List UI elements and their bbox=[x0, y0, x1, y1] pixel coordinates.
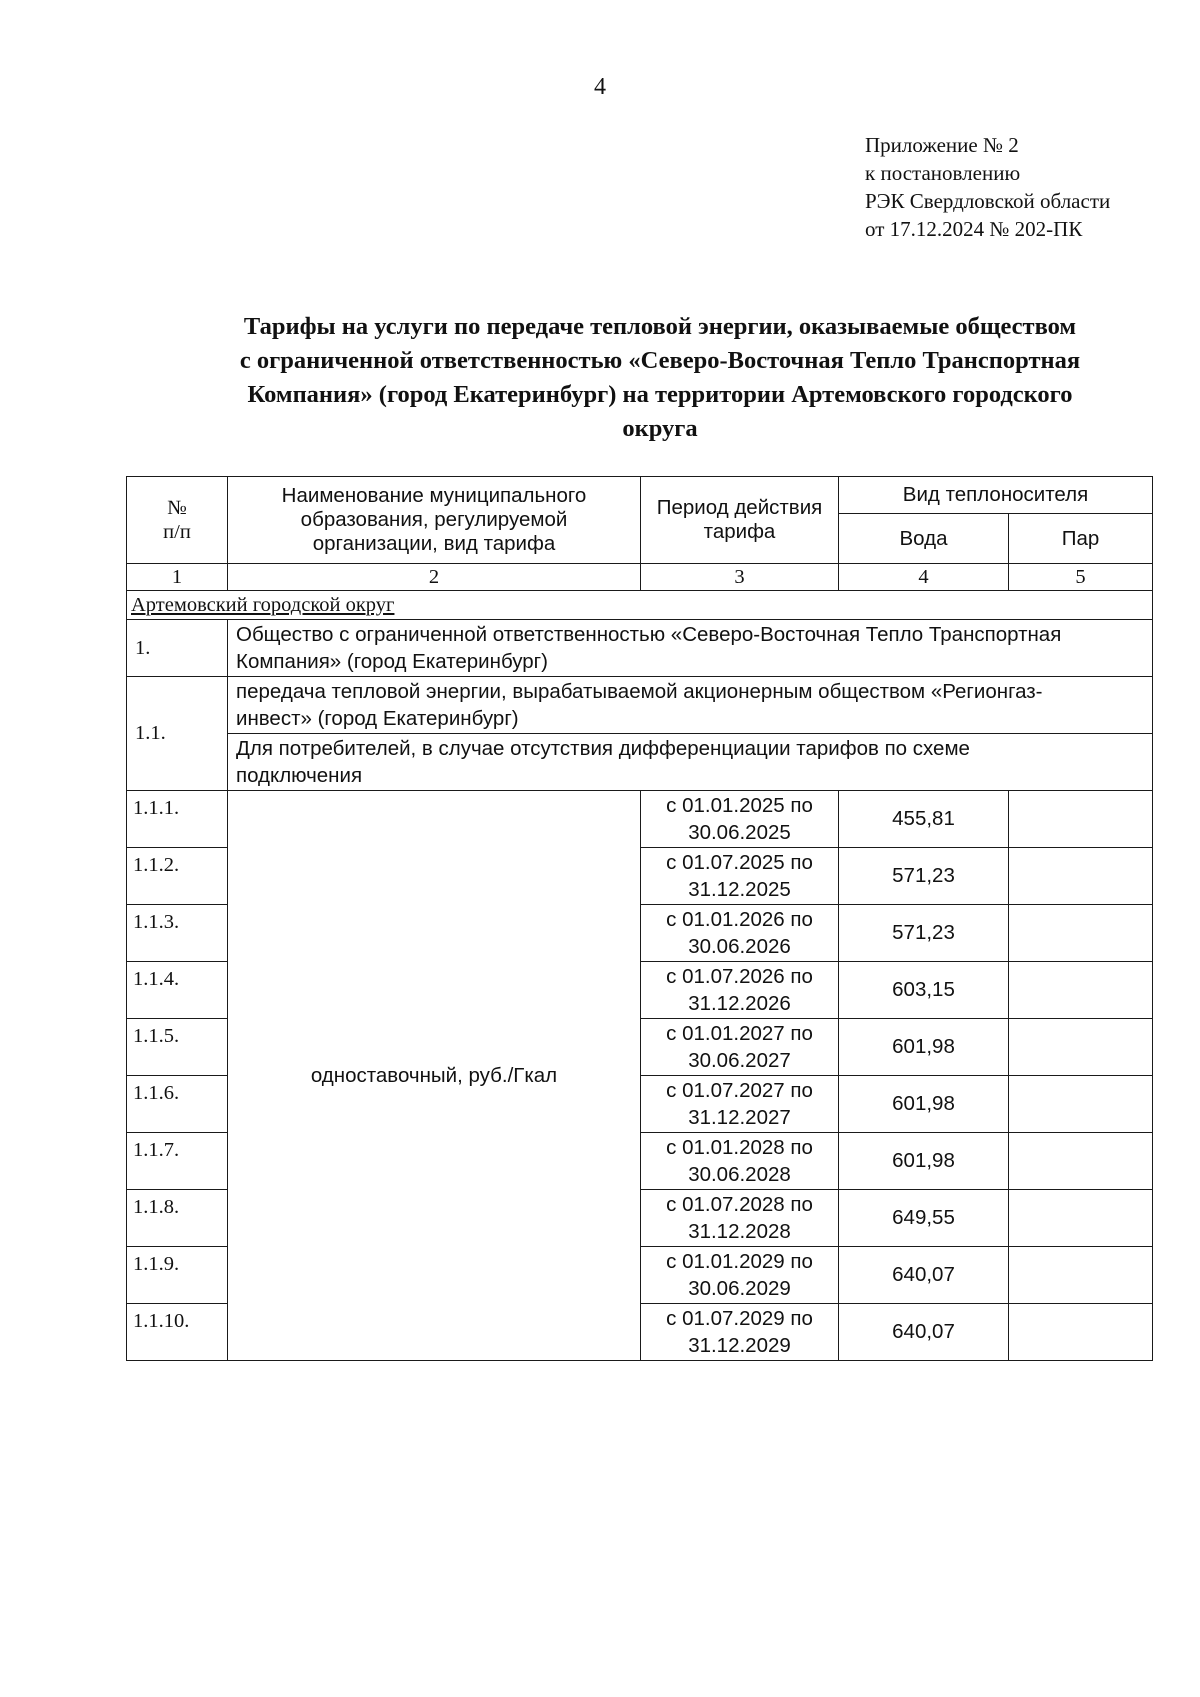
steam-tariff bbox=[1009, 1247, 1153, 1304]
header-text: тарифа bbox=[703, 520, 776, 543]
tariff-period bbox=[641, 1019, 839, 1076]
period-text: с 01.01.2025 по bbox=[666, 794, 813, 817]
service-text: передача тепловой энергии, вырабатываемой акционерным обществом «Регионгаз- bbox=[236, 680, 1043, 703]
header-text: п/п bbox=[163, 521, 191, 543]
organization-text: Общество с ограниченной ответственностью «Северо-Восточная Тепло Транспортная bbox=[236, 623, 1062, 646]
row-number: 1.1.7. bbox=[127, 1133, 228, 1190]
period-text: с 01.07.2026 по bbox=[666, 965, 813, 988]
consumers-row bbox=[127, 734, 1153, 791]
region-row bbox=[127, 591, 1153, 620]
header-carrier: Вид теплоносителя bbox=[839, 477, 1153, 514]
header-name bbox=[228, 477, 641, 564]
steam-tariff bbox=[1009, 1076, 1153, 1133]
period-text: с 01.07.2028 по bbox=[666, 1193, 813, 1216]
appendix-line: от 17.12.2024 № 202-ПК bbox=[865, 217, 1083, 241]
period-text: 30.06.2029 bbox=[688, 1277, 791, 1300]
consumers-description bbox=[228, 734, 1153, 791]
water-tariff: 571,23 bbox=[839, 905, 1009, 962]
period-text: 30.06.2026 bbox=[688, 935, 791, 958]
steam-tariff bbox=[1009, 1190, 1153, 1247]
period-text: 31.12.2029 bbox=[688, 1334, 791, 1357]
header-steam: Пар bbox=[1009, 514, 1153, 564]
period-text: с 01.07.2027 по bbox=[666, 1079, 813, 1102]
steam-tariff bbox=[1009, 791, 1153, 848]
water-tariff: 455,81 bbox=[839, 791, 1009, 848]
period-text: с 01.01.2029 по bbox=[666, 1250, 813, 1273]
title-line: Тарифы на услуги по передаче тепловой энергии, оказываемые обществом bbox=[243, 313, 1077, 340]
period-text: с 01.07.2025 по bbox=[666, 851, 813, 874]
column-index-row bbox=[127, 564, 1153, 591]
period-text: 31.12.2025 bbox=[688, 878, 791, 901]
region-name: Артемовский городской округ bbox=[127, 591, 1153, 620]
organization-row bbox=[127, 620, 1153, 677]
tariff-type: одноставочный, руб./Гкал bbox=[228, 791, 641, 1361]
tariff-period bbox=[641, 848, 839, 905]
column-index: 1 bbox=[127, 564, 228, 591]
period-text: с 01.01.2028 по bbox=[666, 1136, 813, 1159]
steam-tariff bbox=[1009, 905, 1153, 962]
consumers-text: Для потребителей, в случае отсутствия дифференциации тарифов по схеме bbox=[236, 737, 970, 760]
tariff-period bbox=[641, 1190, 839, 1247]
column-index: 4 bbox=[839, 564, 1009, 591]
appendix-line: Приложение № 2 bbox=[865, 133, 1019, 157]
steam-tariff bbox=[1009, 848, 1153, 905]
row-number: 1.1.9. bbox=[127, 1247, 228, 1304]
steam-tariff bbox=[1009, 962, 1153, 1019]
water-tariff: 649,55 bbox=[839, 1190, 1009, 1247]
column-index: 5 bbox=[1009, 564, 1153, 591]
header-text: № bbox=[167, 497, 187, 519]
row-number: 1.1.3. bbox=[127, 905, 228, 962]
period-text: 31.12.2028 bbox=[688, 1220, 791, 1243]
tariff-period bbox=[641, 1247, 839, 1304]
period-text: 30.06.2027 bbox=[688, 1049, 791, 1072]
period-text: с 01.01.2026 по bbox=[666, 908, 813, 931]
appendix-reference bbox=[865, 131, 1110, 243]
title-line: с ограниченной ответственностью «Северо-Восточная Тепло Транспортная bbox=[239, 347, 1081, 374]
tariff-period bbox=[641, 905, 839, 962]
row-number: 1.1.6. bbox=[127, 1076, 228, 1133]
tariff-period bbox=[641, 1304, 839, 1361]
header-period bbox=[641, 477, 839, 564]
water-tariff: 601,98 bbox=[839, 1076, 1009, 1133]
header-text: образования, регулируемой bbox=[300, 508, 568, 531]
period-text: 31.12.2027 bbox=[688, 1106, 791, 1129]
header-number bbox=[127, 477, 228, 564]
steam-tariff bbox=[1009, 1019, 1153, 1076]
period-text: 30.06.2028 bbox=[688, 1163, 791, 1186]
water-tariff: 601,98 bbox=[839, 1019, 1009, 1076]
water-tariff: 603,15 bbox=[839, 962, 1009, 1019]
header-water: Вода bbox=[839, 514, 1009, 564]
consumers-text: подключения bbox=[236, 764, 363, 787]
water-tariff: 571,23 bbox=[839, 848, 1009, 905]
table-row bbox=[127, 791, 1153, 848]
title-line: округа bbox=[622, 415, 698, 442]
water-tariff: 640,07 bbox=[839, 1247, 1009, 1304]
row-number: 1.1.5. bbox=[127, 1019, 228, 1076]
row-number: 1.1.10. bbox=[127, 1304, 228, 1361]
tariff-period bbox=[641, 1076, 839, 1133]
column-index: 3 bbox=[641, 564, 839, 591]
steam-tariff bbox=[1009, 1133, 1153, 1190]
organization-name bbox=[228, 620, 1153, 677]
title-line: Компания» (город Екатеринбург) на территории Артемовского городского bbox=[247, 381, 1073, 408]
period-text: с 01.01.2027 по bbox=[666, 1022, 813, 1045]
water-tariff: 601,98 bbox=[839, 1133, 1009, 1190]
header-text: организации, вид тарифа bbox=[312, 532, 556, 555]
tariff-period bbox=[641, 791, 839, 848]
appendix-line: РЭК Свердловской области bbox=[865, 189, 1111, 213]
row-number: 1. bbox=[127, 620, 228, 677]
tariff-table bbox=[126, 476, 1153, 1361]
row-number: 1.1.1. bbox=[127, 791, 228, 848]
period-text: 31.12.2026 bbox=[688, 992, 791, 1015]
service-text: инвест» (город Екатеринбург) bbox=[236, 707, 519, 730]
organization-text: Компания» (город Екатеринбург) bbox=[236, 650, 548, 673]
water-tariff: 640,07 bbox=[839, 1304, 1009, 1361]
row-number: 1.1.4. bbox=[127, 962, 228, 1019]
page-number: 4 bbox=[594, 74, 606, 100]
header-text: Наименование муниципального bbox=[281, 484, 587, 507]
document-title bbox=[130, 310, 1190, 446]
header-text: Период действия bbox=[656, 496, 823, 519]
service-row bbox=[127, 677, 1153, 734]
period-text: с 01.07.2029 по bbox=[666, 1307, 813, 1330]
row-number: 1.1. bbox=[127, 677, 228, 791]
appendix-line: к постановлению bbox=[865, 161, 1021, 185]
tariff-period bbox=[641, 962, 839, 1019]
service-description bbox=[228, 677, 1153, 734]
row-number: 1.1.8. bbox=[127, 1190, 228, 1247]
period-text: 30.06.2025 bbox=[688, 821, 791, 844]
tariff-period bbox=[641, 1133, 839, 1190]
row-number: 1.1.2. bbox=[127, 848, 228, 905]
column-index: 2 bbox=[228, 564, 641, 591]
steam-tariff bbox=[1009, 1304, 1153, 1361]
header-row bbox=[127, 477, 1153, 514]
